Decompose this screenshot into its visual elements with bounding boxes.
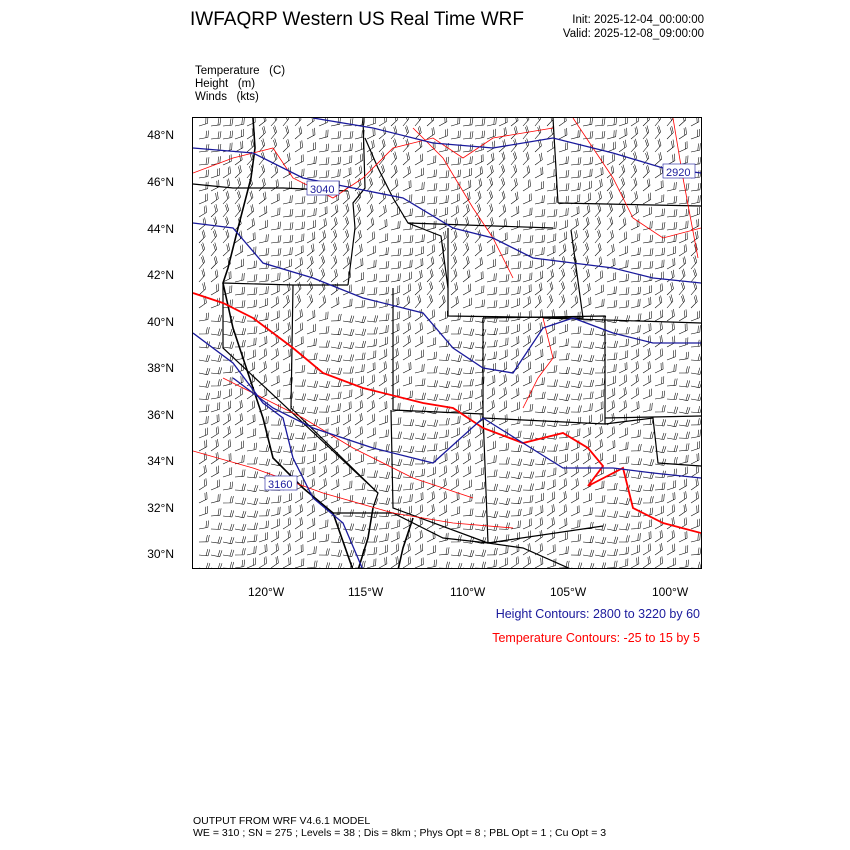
lat-label-44: 44°N xyxy=(147,222,174,236)
lat-label-40: 40°N xyxy=(147,315,174,329)
lon-label-110: 110°W xyxy=(450,585,486,599)
border-ok-tx xyxy=(605,418,701,466)
wind-barb-field xyxy=(199,118,702,569)
state-borders xyxy=(193,118,701,569)
border-nd-sd xyxy=(558,203,701,206)
border-montana-wyoming xyxy=(408,223,553,228)
lon-label-105: 105°W xyxy=(550,585,587,599)
lat-label-42: 42°N xyxy=(147,268,174,282)
border-montana-dakota xyxy=(553,118,558,203)
valid-time: Valid: 2025-12-08_09:00:00 xyxy=(562,28,704,40)
contour-label-2920: 2920 xyxy=(666,167,691,179)
variable-height: Height (m) xyxy=(195,78,256,90)
border-wyoming xyxy=(448,228,583,318)
lat-label-34: 34°N xyxy=(147,454,174,468)
temperature-contours-note: Temperature Contours: -25 to 15 by 5 xyxy=(492,631,700,645)
contour-label-3160: 3160 xyxy=(268,479,293,491)
lat-label-30: 30°N xyxy=(147,547,174,561)
lat-label-48: 48°N xyxy=(147,128,174,142)
border-mexico xyxy=(333,513,573,569)
height-contours-note: Height Contours: 2800 to 3220 by 60 xyxy=(495,607,700,621)
height-contours xyxy=(193,118,701,569)
weather-map xyxy=(193,118,702,569)
height-contour-3 xyxy=(193,223,701,373)
lon-label-120: 120°W xyxy=(248,585,285,599)
lat-label-38: 38°N xyxy=(147,361,174,375)
model-info xyxy=(193,815,606,839)
temperature-contours xyxy=(193,118,701,533)
map-panel xyxy=(192,117,702,569)
contour-label-3040: 3040 xyxy=(310,184,335,196)
lat-label-36: 36°N xyxy=(147,408,174,422)
variable-temperature: Temperature (C) xyxy=(195,65,286,77)
lat-label-46: 46°N xyxy=(147,175,174,189)
model-version: OUTPUT FROM WRF V4.6.1 MODEL xyxy=(193,815,371,827)
height-contour-1 xyxy=(193,148,701,283)
border-utah-east xyxy=(393,288,483,414)
lon-label-100: 100°W xyxy=(652,585,689,599)
init-time: Init: 2025-12-04_00:00:00 xyxy=(572,14,704,26)
height-contour-4 xyxy=(193,333,363,569)
wind-barbs xyxy=(199,118,702,569)
map-title: IWFAQRP Western US Real Time WRF xyxy=(190,9,524,30)
variable-legend xyxy=(195,65,285,104)
run-times xyxy=(563,13,704,41)
border-nm-east xyxy=(483,414,603,543)
gulf-coast xyxy=(358,508,413,569)
model-config: WE = 310 ; SN = 275 ; Levels = 38 ; Dis = 8km ; Phys Opt = 8 ; PBL Opt = 1 ; Cu Opt = 3 xyxy=(193,827,607,839)
variable-winds: Winds (kts) xyxy=(195,91,259,103)
lon-label-115: 115°W xyxy=(348,585,384,599)
lat-label-32: 32°N xyxy=(147,501,174,515)
